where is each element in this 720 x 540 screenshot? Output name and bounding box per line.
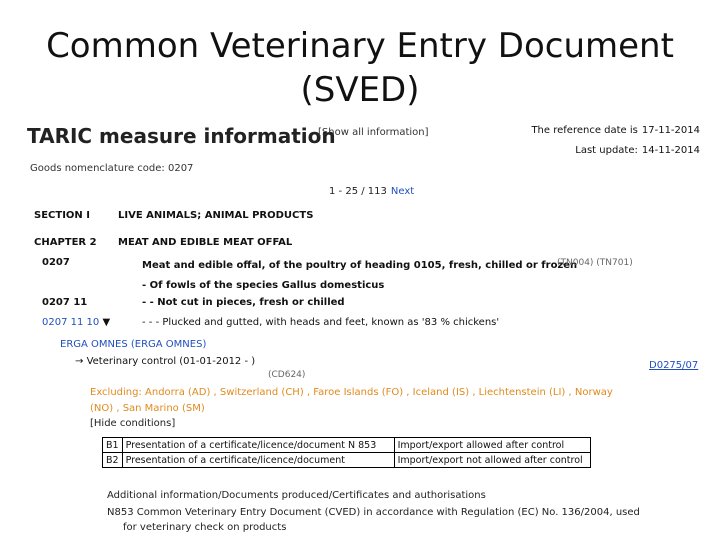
- condition-code: B2: [103, 453, 123, 468]
- veterinary-control-text: Veterinary control (01-01-2012 - ): [86, 356, 256, 367]
- heading-code: 0207: [42, 257, 70, 268]
- pager-next-link[interactable]: Next: [390, 186, 415, 197]
- last-update-label: Last update:: [575, 145, 638, 156]
- goods-code-label: Goods nomenclature code:: [30, 163, 165, 174]
- table-row: [103, 438, 591, 453]
- selected-code-value[interactable]: 0207 11 10: [42, 317, 100, 328]
- heading-footnotes: (TN004) (TN701): [557, 258, 633, 268]
- last-update-value: 14-11-2014: [641, 145, 700, 156]
- slide-title: [0, 24, 720, 112]
- pager: [329, 186, 414, 197]
- additional-info-line-1: N853 Common Veterinary Entry Document (CVED) in accordance with Regulation (EC) No. 136/2004, used: [107, 507, 640, 518]
- reference-date-value: 17-11-2014: [641, 125, 700, 136]
- table-row: [103, 453, 591, 468]
- condition-code: B1: [103, 438, 123, 453]
- chapter-desc: MEAT AND EDIBLE MEAT OFFAL: [118, 237, 293, 248]
- slide-title-line-1: Common Veterinary Entry Document: [46, 26, 674, 66]
- chapter-code: CHAPTER 2: [34, 237, 97, 248]
- subheading-code: 0207 11: [42, 297, 88, 308]
- condition-action: Import/export allowed after control: [394, 438, 590, 453]
- show-all-information-link[interactable]: [Show all information]: [318, 127, 429, 138]
- condition-desc: Presentation of a certificate/licence/document: [122, 453, 394, 468]
- subheading-desc: - Of fowls of the species Gallus domesticus: [142, 280, 385, 291]
- condition-desc: Presentation of a certificate/licence/document N 853: [122, 438, 394, 453]
- section-code: SECTION I: [34, 210, 90, 221]
- conditions-table: [102, 437, 591, 468]
- arrow-icon: →: [75, 356, 84, 367]
- slide-title-line-2: (SVED): [300, 70, 420, 110]
- heading-desc: Meat and edible offal, of the poultry of heading 0105, fresh, chilled or frozen: [142, 260, 578, 271]
- last-update: [575, 145, 700, 156]
- regulation-link[interactable]: D0275/07: [649, 360, 699, 371]
- goods-nomenclature-code: [30, 163, 193, 174]
- excluding-countries: Excluding: Andorra (AD) , Switzerland (CH) , Faroe Islands (FO) , Iceland (IS) , Liechtenstein (LI) , Norway: [90, 387, 613, 398]
- section-desc: LIVE ANIMALS; ANIMAL PRODUCTS: [118, 210, 314, 221]
- veterinary-control: [75, 356, 255, 367]
- selected-code[interactable]: [42, 317, 110, 328]
- selected-code-desc: - - - Plucked and gutted, with heads and feet, known as '83 % chickens': [142, 317, 500, 328]
- taric-heading: TARIC measure information: [27, 124, 336, 148]
- control-code: (CD624): [268, 370, 306, 380]
- pager-range: 1 - 25 / 113: [329, 186, 387, 197]
- additional-info-line-2: for veterinary check on products: [123, 522, 287, 533]
- subheading-2-desc: - - Not cut in pieces, fresh or chilled: [142, 297, 345, 308]
- erga-omnes-link[interactable]: ERGA OMNES (ERGA OMNES): [60, 339, 207, 350]
- reference-date: [531, 125, 700, 136]
- reference-date-label: The reference date is: [531, 125, 638, 136]
- hide-conditions-link[interactable]: [Hide conditions]: [90, 418, 176, 429]
- condition-action: Import/export not allowed after control: [394, 453, 590, 468]
- dropdown-arrow-icon[interactable]: ▼: [102, 317, 111, 328]
- additional-info-heading: Additional information/Documents produced/Certificates and authorisations: [107, 490, 486, 501]
- goods-code-value: 0207: [167, 163, 194, 174]
- excluding-countries-cont: (NO) , San Marino (SM): [90, 403, 205, 414]
